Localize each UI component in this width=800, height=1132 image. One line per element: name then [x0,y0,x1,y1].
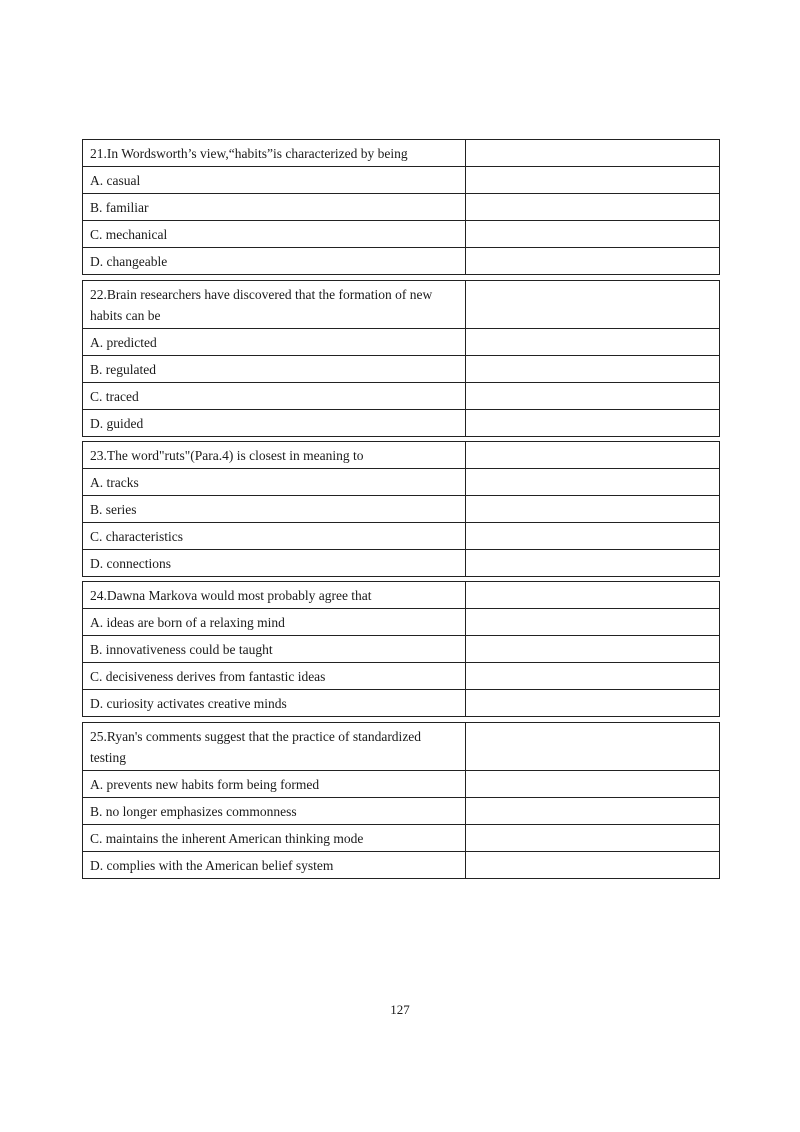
question-table-25 [82,722,720,879]
option-row [83,663,720,690]
option-row [83,636,720,663]
question-row [83,140,720,167]
question-stem: 21.In Wordsworth’s view,“habits”is characterized by being [83,140,466,167]
option-d: D. curiosity activates creative minds [83,690,466,717]
option-row [83,852,720,879]
answer-cell[interactable] [466,410,720,437]
answer-cell[interactable] [466,798,720,825]
option-a: A. ideas are born of a relaxing mind [83,609,466,636]
option-row [83,609,720,636]
answer-cell[interactable] [466,825,720,852]
question-row [83,281,720,329]
option-row [83,248,720,275]
option-d: D. complies with the American belief system [83,852,466,879]
option-c: C. mechanical [83,221,466,248]
answer-cell[interactable] [466,442,720,469]
option-row [83,329,720,356]
answer-cell[interactable] [466,221,720,248]
answer-cell[interactable] [466,194,720,221]
option-d: D. changeable [83,248,466,275]
option-a: A. prevents new habits form being formed [83,771,466,798]
answer-cell[interactable] [466,281,720,329]
answer-cell[interactable] [466,496,720,523]
option-c: C. decisiveness derives from fantastic ideas [83,663,466,690]
answer-cell[interactable] [466,852,720,879]
option-a: A. casual [83,167,466,194]
option-row [83,825,720,852]
answer-cell[interactable] [466,582,720,609]
answer-cell[interactable] [466,663,720,690]
question-stem: 23.The word"ruts"(Para.4) is closest in meaning to [83,442,466,469]
option-a: A. tracks [83,469,466,496]
option-d: D. guided [83,410,466,437]
answer-cell[interactable] [466,383,720,410]
question-stem: 25.Ryan's comments suggest that the practice of standardized testing [83,723,466,771]
answer-cell[interactable] [466,329,720,356]
option-b: B. innovativeness could be taught [83,636,466,663]
option-b: B. regulated [83,356,466,383]
answer-cell[interactable] [466,690,720,717]
option-row [83,771,720,798]
question-table-22 [82,280,720,437]
option-row [83,410,720,437]
question-table-21 [82,139,720,275]
question-row [83,582,720,609]
question-stem: 22.Brain researchers have discovered that the formation of new habits can be [83,281,466,329]
option-row [83,550,720,577]
option-row [83,690,720,717]
question-row [83,723,720,771]
answer-cell[interactable] [466,356,720,383]
question-stem: 24.Dawna Markova would most probably agree that [83,582,466,609]
option-row [83,798,720,825]
option-row [83,167,720,194]
option-d: D. connections [83,550,466,577]
page-number: 127 [390,1002,410,1017]
answer-cell[interactable] [466,523,720,550]
option-row [83,194,720,221]
option-c: C. maintains the inherent American thinking mode [83,825,466,852]
answer-cell[interactable] [466,248,720,275]
option-b: B. series [83,496,466,523]
question-table-24 [82,581,720,717]
option-b: B. no longer emphasizes commonness [83,798,466,825]
option-c: C. characteristics [83,523,466,550]
option-row [83,496,720,523]
option-row [83,469,720,496]
question-row [83,442,720,469]
option-b: B. familiar [83,194,466,221]
question-table-23 [82,441,720,577]
option-a: A. predicted [83,329,466,356]
option-c: C. traced [83,383,466,410]
answer-cell[interactable] [466,723,720,771]
answer-cell[interactable] [466,636,720,663]
answer-cell[interactable] [466,550,720,577]
option-row [83,221,720,248]
option-row [83,383,720,410]
answer-cell[interactable] [466,771,720,798]
answer-cell[interactable] [466,140,720,167]
answer-cell[interactable] [466,469,720,496]
option-row [83,523,720,550]
answer-cell[interactable] [466,167,720,194]
option-row [83,356,720,383]
answer-cell[interactable] [466,609,720,636]
